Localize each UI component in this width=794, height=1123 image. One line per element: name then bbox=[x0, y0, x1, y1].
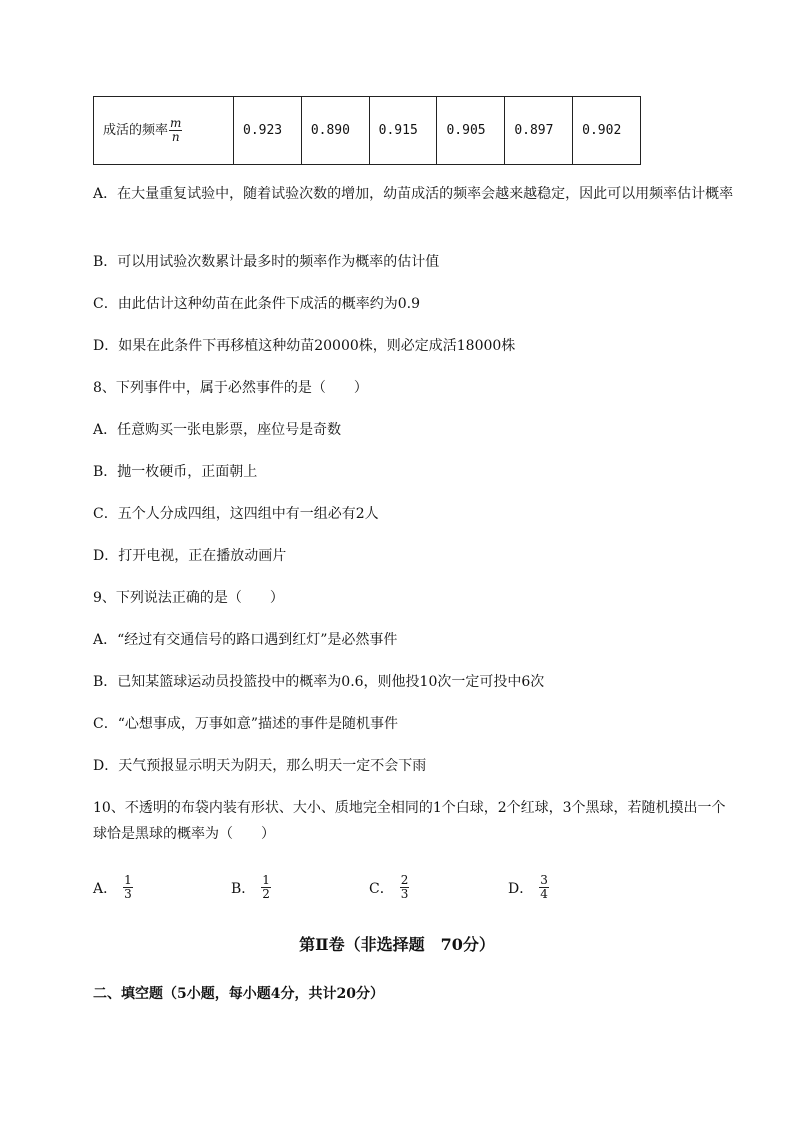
fraction-numerator: 3 bbox=[540, 873, 548, 887]
table-cell: 0.902 bbox=[573, 97, 641, 165]
option-label: B． bbox=[231, 880, 256, 897]
q10-option-c bbox=[369, 874, 409, 901]
q8-option-a: A．任意购买一张电影票，座位号是奇数 bbox=[93, 422, 342, 438]
table-row bbox=[94, 97, 641, 165]
table-cell: 0.915 bbox=[369, 97, 437, 165]
q7-option-a: A．在大量重复试验中，随着试验次数的增加，幼苗成活的频率会越来越稳定，因此可以用频率估计概率 bbox=[93, 186, 734, 202]
fraction-denominator: 2 bbox=[262, 887, 270, 901]
table-cell: 0.905 bbox=[437, 97, 505, 165]
fraction-numerator: m bbox=[170, 116, 182, 130]
section-title: 第Ⅱ卷（非选择题 70分） bbox=[299, 935, 495, 954]
option-fraction bbox=[400, 874, 410, 901]
option-label: D． bbox=[508, 880, 534, 897]
q9-stem: 9、下列说法正确的是（ ） bbox=[93, 590, 284, 606]
table-header-cell bbox=[94, 97, 234, 165]
option-fraction bbox=[539, 874, 549, 901]
q7-option-c: C．由此估计这种幼苗在此条件下成活的概率约为0.9 bbox=[93, 296, 420, 312]
q7-option-b: B．可以用试验次数累计最多时的频率作为概率的估计值 bbox=[93, 254, 440, 270]
fraction-m-over-n bbox=[169, 117, 182, 144]
option-label: C． bbox=[369, 880, 394, 897]
q9-option-a: A．“经过有交通信号的路口遇到红灯”是必然事件 bbox=[93, 632, 398, 648]
q8-option-b: B．抛一枚硬币，正面朝上 bbox=[93, 464, 258, 480]
section-subtitle: 二、填空题（5小题，每小题4分，共计20分） bbox=[93, 986, 384, 1002]
q9-option-d: D．天气预报显示明天为阴天，那么明天一定不会下雨 bbox=[93, 758, 427, 774]
q10-option-a bbox=[93, 874, 133, 901]
fraction-denominator: 3 bbox=[124, 887, 132, 901]
option-fraction bbox=[261, 874, 271, 901]
q9-option-c: C．“心想事成，万事如意”描述的事件是随机事件 bbox=[93, 716, 399, 732]
fraction-numerator: 1 bbox=[124, 873, 132, 887]
q9-option-b: B．已知某篮球运动员投篮投中的概率为0.6，则他投10次一定可投中6次 bbox=[93, 674, 545, 690]
option-fraction bbox=[123, 874, 133, 901]
frequency-table bbox=[93, 96, 641, 165]
fraction-denominator: 4 bbox=[540, 887, 548, 901]
header-label: 成活的频率 bbox=[103, 123, 169, 138]
q10-option-d bbox=[508, 874, 549, 901]
q8-stem: 8、下列事件中，属于必然事件的是（ ） bbox=[93, 380, 368, 396]
q7-option-d: D．如果在此条件下再移植这种幼苗20000株，则必定成活18000株 bbox=[93, 338, 516, 354]
q8-option-c: C．五个人分成四组，这四组中有一组必有2人 bbox=[93, 506, 379, 522]
q10-option-b bbox=[231, 874, 271, 901]
fraction-denominator: 3 bbox=[400, 887, 409, 901]
table-cell: 0.890 bbox=[301, 97, 369, 165]
fraction-numerator: 2 bbox=[400, 873, 409, 887]
fraction-numerator: 1 bbox=[262, 873, 270, 887]
q8-option-d: D．打开电视，正在播放动画片 bbox=[93, 548, 287, 564]
fraction-denominator: n bbox=[171, 130, 180, 144]
option-label: A． bbox=[93, 880, 118, 897]
q10-stem: 10、不透明的布袋内装有形状、大小、质地完全相同的1个白球，2个红球，3个黑球，若随机摸出一个球恰是黑球的概率为（ ） bbox=[93, 800, 726, 842]
table-cell: 0.897 bbox=[505, 97, 573, 165]
table-cell: 0.923 bbox=[234, 97, 302, 165]
